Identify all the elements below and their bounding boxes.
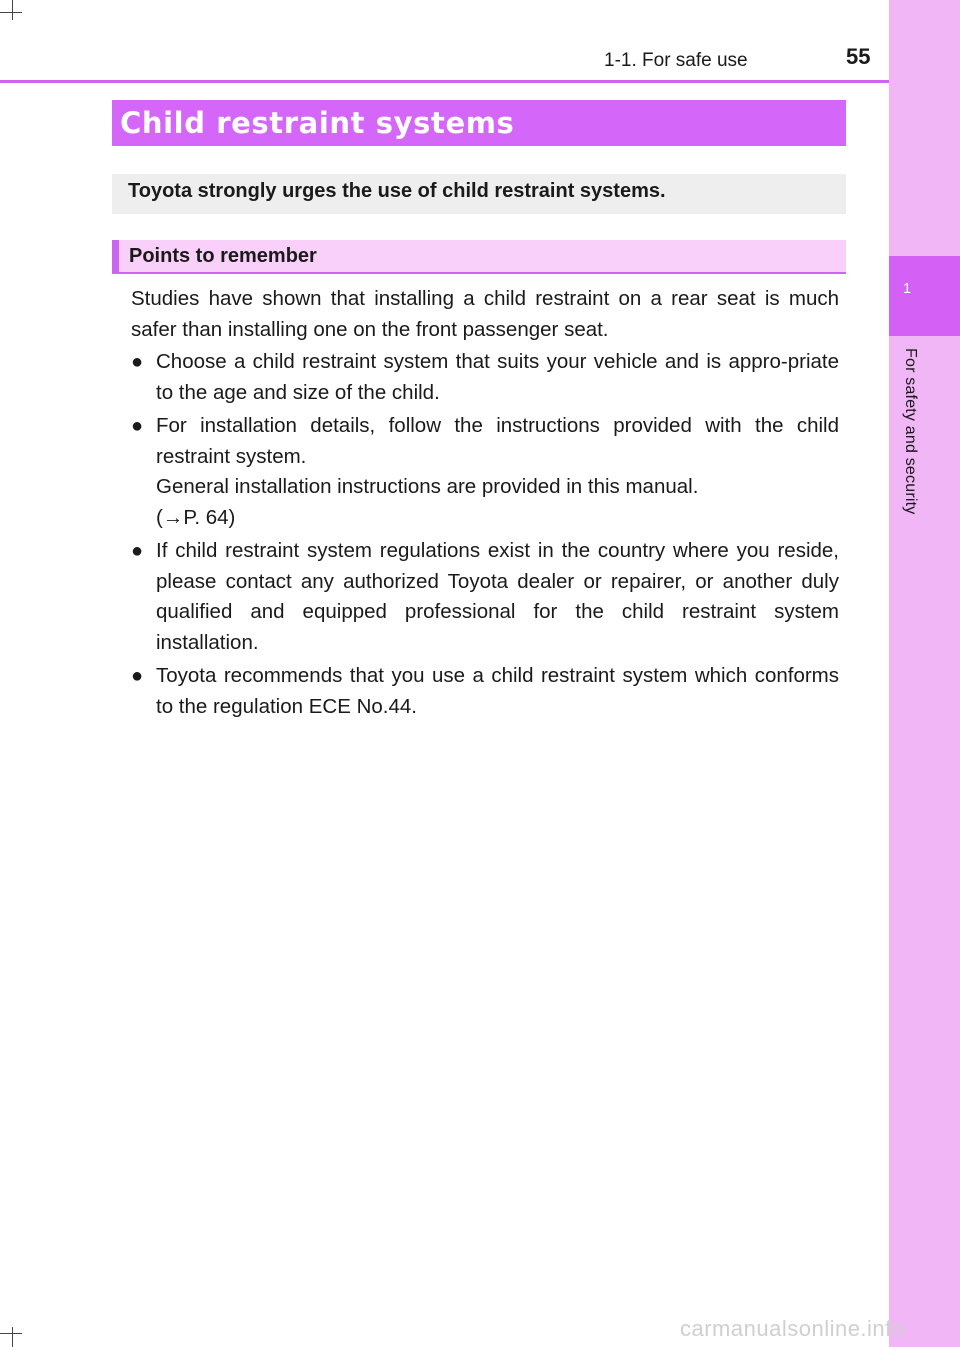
intro-box <box>112 174 846 214</box>
bullet-icon: ● <box>131 665 144 687</box>
intro-paragraph: Studies have shown that installing a child restraint on a rear seat is much safer than installing one on the front passenger seat. <box>131 287 839 341</box>
bullet-item <box>131 347 839 408</box>
bullet-text: Toyota recommends that you use a child restraint system which conforms to the regulation ECE No.44. <box>156 664 839 718</box>
subsection-header <box>112 240 846 274</box>
page-title: Child restraint systems <box>120 106 515 140</box>
subsection-title: Points to remember <box>129 245 317 267</box>
side-strip <box>889 0 960 1347</box>
bullet-icon: ● <box>131 351 144 373</box>
crop-mark-bottom-left-v <box>12 1327 13 1347</box>
intro-text: Toyota strongly urges the use of child restraint systems. <box>128 180 666 202</box>
bullet-text: For installation details, follow the instructions provided with the child restraint system. <box>156 414 839 468</box>
header-rule <box>0 80 889 83</box>
body-text <box>131 284 839 725</box>
crop-mark-top-left-v <box>12 0 13 20</box>
crop-mark-top-left-h <box>0 12 22 13</box>
bullet-text: Choose a child restraint system that suits your vehicle and is appro-priate to the age and size of the child. <box>156 350 839 404</box>
bullet-item <box>131 536 839 658</box>
page-reference-link[interactable]: (→P. 64) <box>156 505 236 529</box>
section-reference: 1-1. For safe use <box>604 50 748 71</box>
bullet-text-line2: General installation instructions are provided in this manual. <box>156 475 699 498</box>
chapter-title: For safety and security <box>902 348 919 515</box>
title-bar <box>112 100 846 146</box>
watermark: carmanualsonline.info <box>680 1316 905 1341</box>
bullet-item <box>131 411 839 533</box>
bullet-icon: ● <box>131 415 144 437</box>
bullet-item <box>131 661 839 722</box>
page-number: 55 <box>846 44 871 69</box>
bullet-text: If child restraint system regulations exist in the country where you reside, please contact any authorized Toyota dealer or repairer, or another duly qualified and equipped professional for the child restraint system installation. <box>156 539 839 654</box>
crop-mark-bottom-left-h <box>0 1333 22 1334</box>
chapter-number: 1 <box>902 280 912 297</box>
bullet-icon: ● <box>131 540 144 562</box>
